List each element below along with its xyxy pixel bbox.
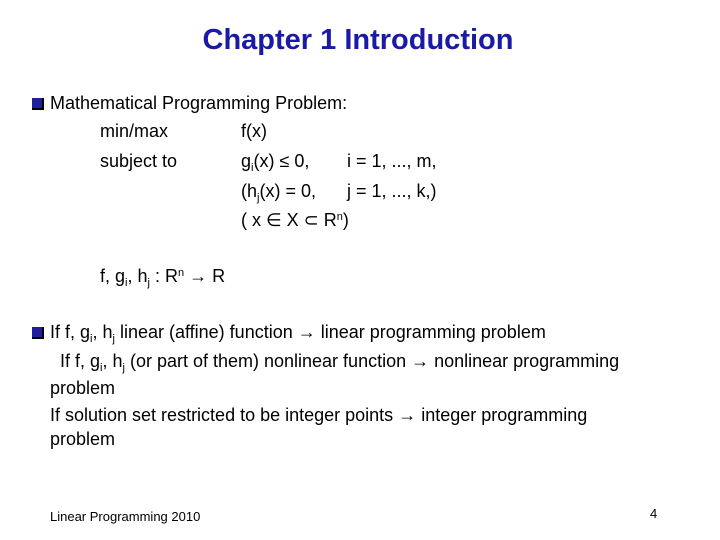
square-bullet-icon — [32, 98, 44, 110]
bullet-2-line-1: If f, $g_i$, $h_j$ linear (affine) function → linear programming problem — [32, 322, 546, 342]
row3-expr: ($h_j(x) = 0$, — [241, 181, 316, 204]
bullet-2-line-4: If solution set restricted to be integer points → integer programming — [50, 405, 588, 425]
page-number: 4 — [650, 506, 658, 521]
square-bullet-icon — [32, 327, 44, 339]
row1-label: min/max — [100, 121, 169, 141]
row3-index: j = 1, ..., k,) — [347, 181, 437, 201]
row2-expr: $g_i(x) \le 0$, — [241, 151, 310, 174]
row2-label: subject to — [100, 151, 178, 171]
heading-text: Mathematical Programming Problem: — [50, 93, 348, 113]
bullet-2-line-5: problem — [50, 429, 116, 449]
row4-expr: ( x ∈ X ⊂ $R^n$) — [241, 210, 349, 230]
bullet-2-line-3: problem — [50, 378, 116, 398]
footer-course-title: Linear Programming 2010 — [50, 509, 201, 524]
slide-title: Chapter 1 Introduction — [202, 24, 514, 56]
bullet-2-line-2: If f, $g_i$, $h_j$ (or part of them) nonlinear function → nonlinear programming — [60, 351, 620, 374]
row1-expr: f(x) — [241, 121, 267, 141]
bullet-1-heading — [32, 93, 347, 113]
mapping-line: f, $g_i$, $h_j$ : $R^n \to R$ — [100, 266, 226, 289]
row2-index: i = 1, ..., m, — [347, 151, 437, 171]
